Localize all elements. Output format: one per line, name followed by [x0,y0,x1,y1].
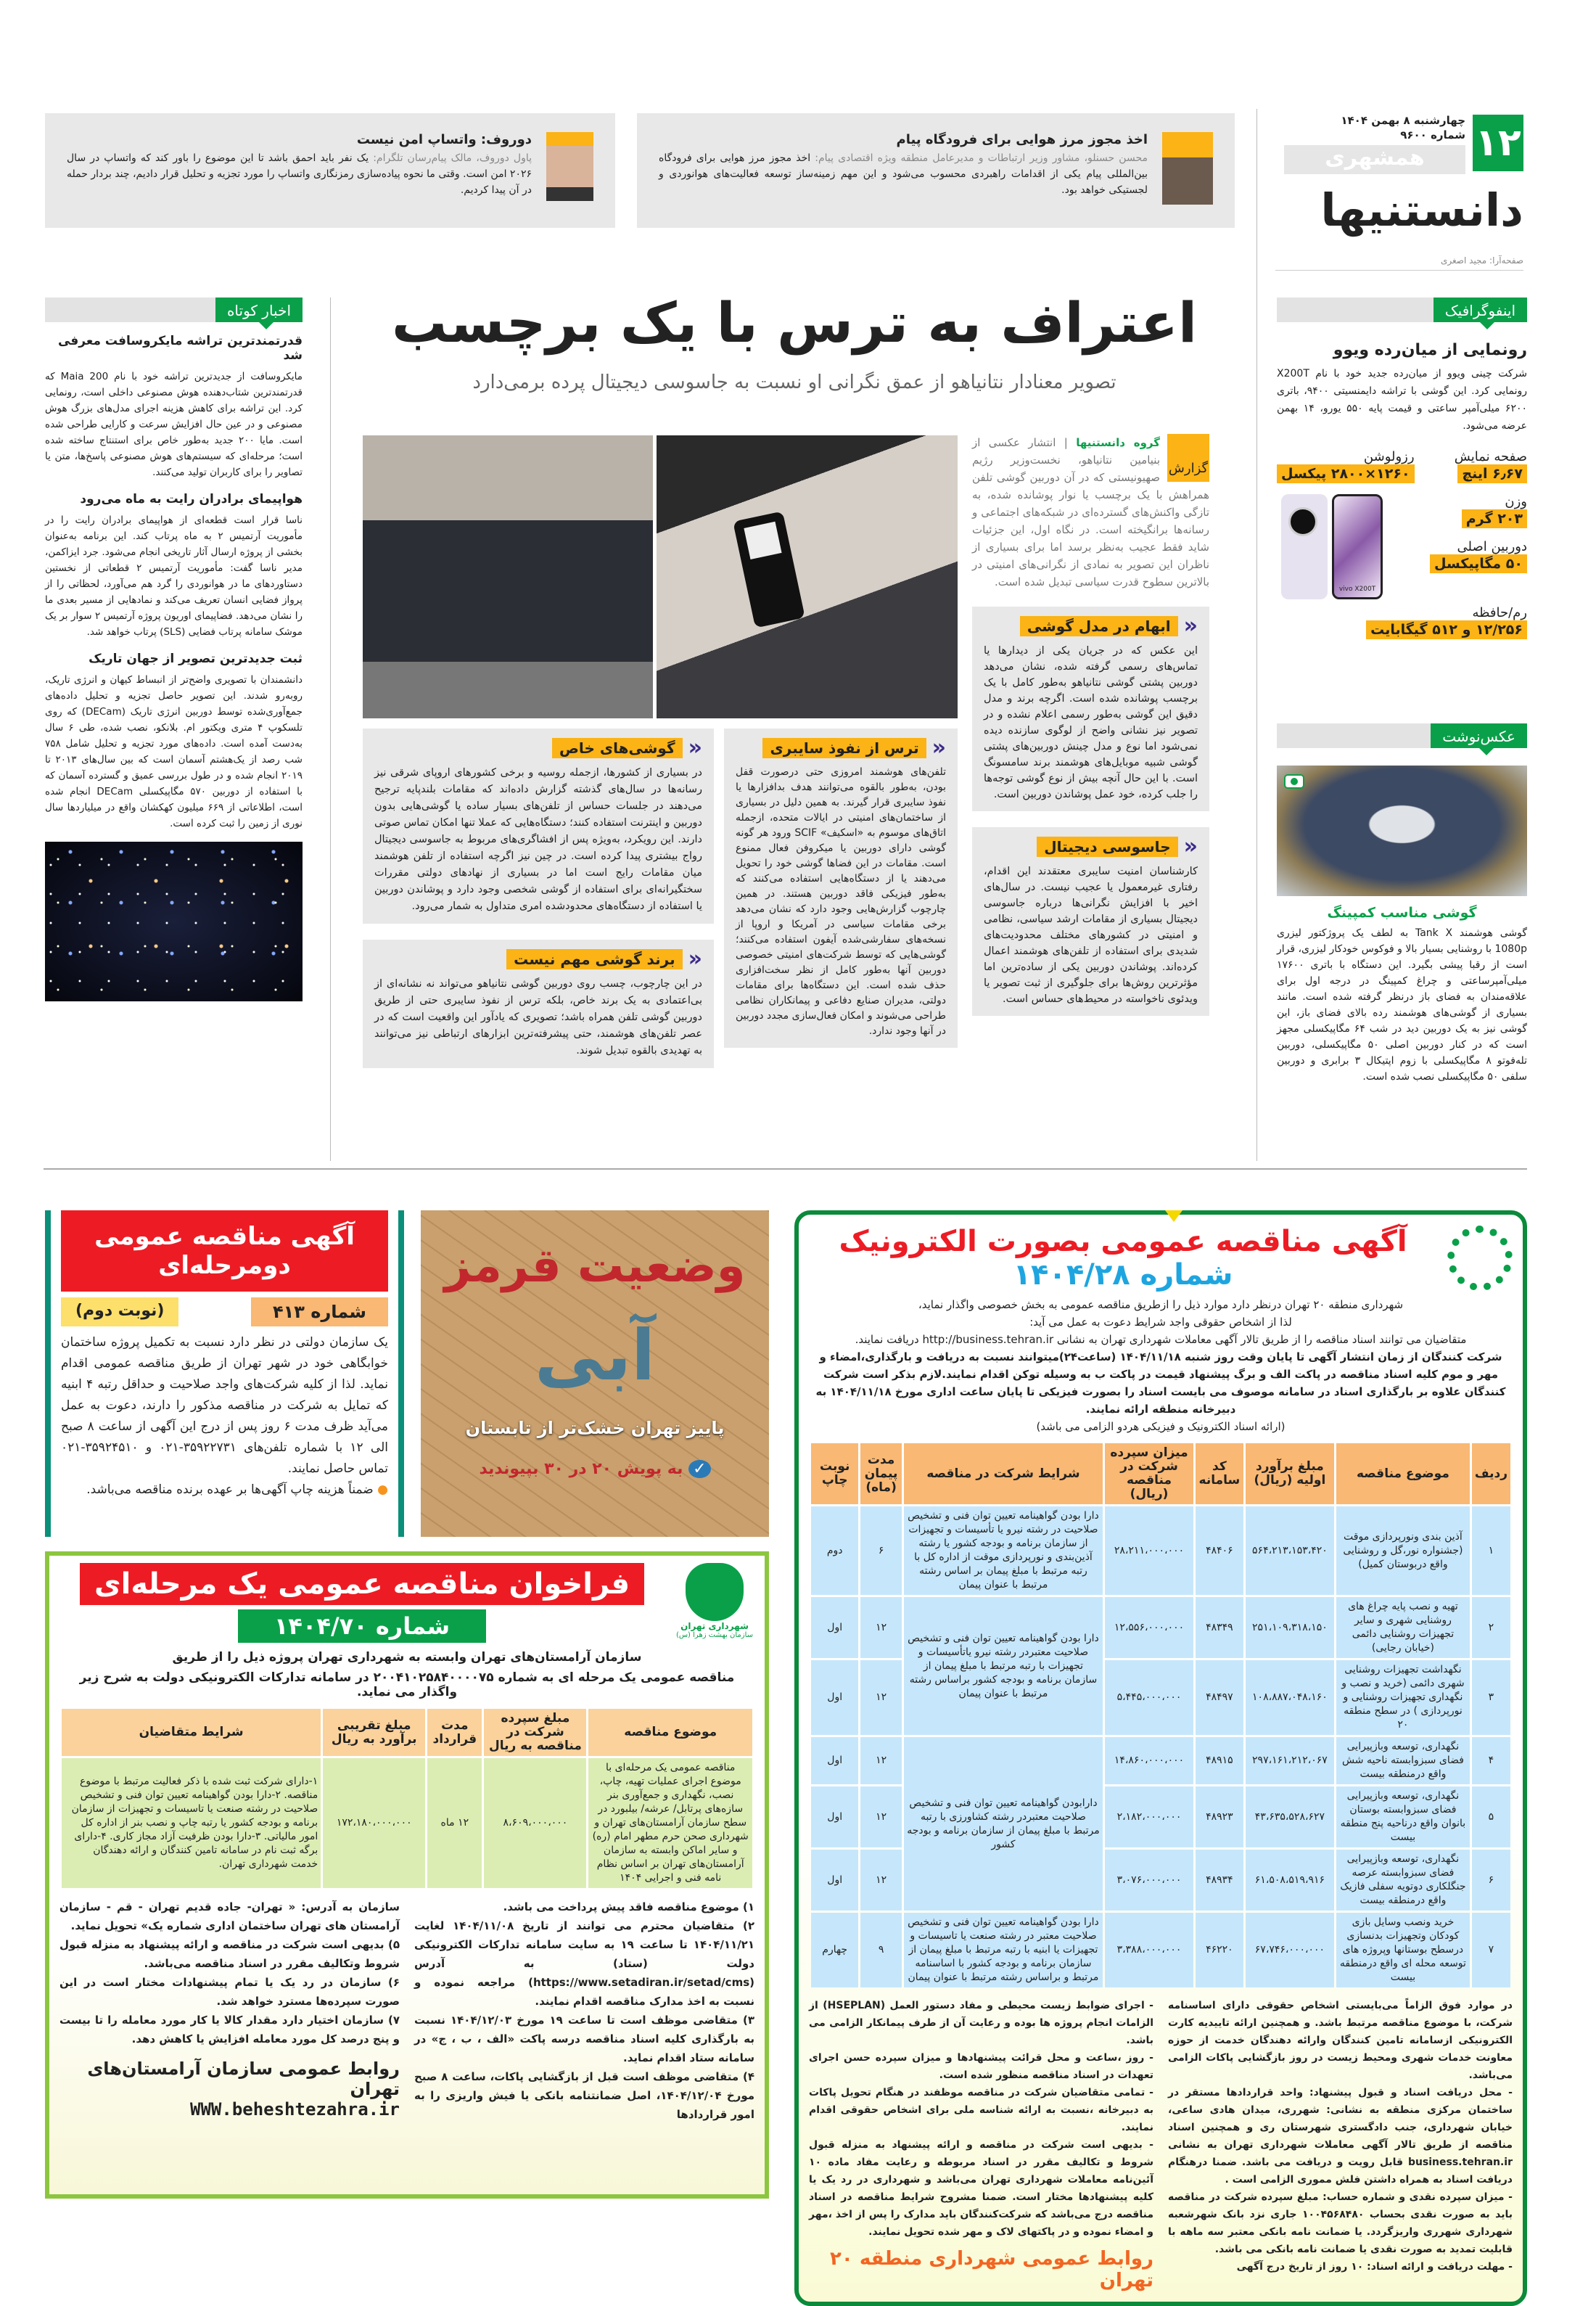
table-cell: ۱۰۸،۸۸۷،۰۴۸،۱۶۰ [1246,1660,1334,1735]
section-body: در بسیاری از کشورها، ازجمله روسیه و برخی کشورهای اروپای شرقی نیز رسانه‌ها در سال‌های گذشته گزارش داده‌اند که مقامات بلندپایه ترجیح می‌دهند در جلسات حساس از تلفن‌های بسیار ساده یا گوشی‌هایی بدون دوربین و اینترنت استفاده کنند؛ دستگاه‌هایی که عملا تنها امکان تماس صوتی دارند. این رویکرد، به‌ویژه پس از افشاگری‌های مربوط به جاسوسی دیجیتال رواج بیشتری پیدا کرده است. در چین نیز اگرچه استفاده از تلفن هوشمند میان مقامات رایج است اما در بسیاری از نهادهای دولتی مقررات سختگیرانه‌ای برای استفاده از گوشی شخصی وجود دارد و پوشاندن دوربین یا استفاده از دستگاه‌های محدودشده امری متداول به شمار می‌رود. [374,767,702,912]
ad-note: - میزان سپرده نقدی و شماره حساب: مبلغ سپرده شرکت در مناقصه باید به صورت نقدی بحساب ۱۰۰۴۵۶۸۴۸۰ جاری نزد بانک شهرشعبه شهرداری شهرری واریزگردد. یا ضمانت نامه بانکی معتبر سه ماهه با قابلیت تمدید به صورت نقدی یا ضمانت نامه بانکی می باشد. [1168,2191,1513,2255]
quote-title: دوروف: واتساپ امن نیست [356,132,532,147]
cell-duration: ۱۲ ماه [427,1758,482,1888]
section-tag: اینفوگرافیک [1433,298,1527,322]
column-header: کد سامانه [1196,1443,1243,1504]
section-title: دانستنیها [1320,184,1523,237]
table-cell: ۵،۴۴۵،۰۰۰،۰۰۰ [1105,1660,1193,1735]
ad-intro: مناقصه عمومی یک مرحله ای به شماره ۲۰۰۴۱۰۲۵۸۴۰۰۰۰۷۵ در سامانه تدارکات الکترونیکی دولت به شرح زیر واگذار می نماید. [79,1670,735,1699]
table-cell: ۱۲ [860,1737,901,1784]
ad-note: - تمامی متقاضیان شرکت در مناقصه موظفند در هنگام تحویل پاکات به دبیرخانه ،نسبت به ارائه شناسه ملی برای اشخاص حقوقی اقدام نمایند. [809,2087,1153,2133]
news-title: ثبت جدیدترین تصویر از جهان تاریک [89,652,303,666]
column-header: موضوع مناقصه [588,1709,752,1756]
ad-number: شماره ۱۴۰۴/۲۸ [1013,1258,1233,1292]
table-cell: ۹ [860,1913,901,1987]
caption-body: گوشی هوشمند Tank X به لطف یک پروژکتور لیزری 1080p با روشنایی بسیار بالا و فوکوس خودکار لیزری، قرار است از رقبا پیشی بگیرد. این دستگاه با باتری ۱۷۶۰۰ میلی‌آمپرساعتی و چراغ کمپینگ در درجه اول برای علاقه‌مندان به فضای باز درنظر گرفته شده است. مانند بسیاری از گوشی‌های هوشمند رده بالای فضای باز، این گوشی نیز به یک دوربین دید در شب ۶۴ مگاپیکسلی مجهز است که در کنار دوربین اصلی ۵۰ مگاپیکسلی، دوربین تله‌فوتو ۸ مگاپیکسلی با زوم اپتیکال ۳ برابری و دوربین سلفی ۵۰ مگاپیکسلی نصب شده است. [1277,927,1527,1083]
table-cell: نگهداری، توسعه وبازپیرایی فضای سبزوابسته عرصه جنگلکاری دوتویه سفلی فازیک واقع درمنطقه بیست [1336,1850,1470,1911]
portrait-photo [546,132,593,201]
table-cell: ۴۶۲۲۰ [1196,1913,1243,1987]
ad-note: ضمناً هزینه چاپ آگهی‌ها بر عهده برنده مناقصه می‌باشد. [86,1482,374,1497]
column-rule [330,298,331,1161]
date: چهارشنبه ۸ بهمن ۱۴۰۴ [1341,114,1465,127]
table-cell: ۱۲،۵۵۶،۰۰۰،۰۰۰ [1105,1597,1193,1658]
table-cell: ۱۴،۸۶۰،۰۰۰،۰۰۰ [1105,1737,1193,1784]
quote-speaker: پاول دوروف، مالک پیام‌رسان تلگرام: [373,152,532,164]
kicker-badge: گزارش [1167,434,1209,482]
water-campaign-poster [421,1210,769,1537]
ad-round: (نوبت دوم) [61,1297,178,1326]
column-header: میزان سپرده شرکت در مناقصه (ریال) [1105,1443,1193,1504]
caption-title: گوشی مناسب کمپینگ [1327,905,1477,921]
section-spying [972,827,1209,1016]
table-cell: چهارم [811,1913,858,1987]
spec-label: وزن [1505,494,1527,509]
table-cell: ۳،۳۸۸،۰۰۰،۰۰۰ [1105,1913,1193,1987]
table-row [811,1597,1510,1658]
section-heading: ترس از نفوذ سایبری [762,738,926,758]
news-title: قدرتمندترین تراشه مایکروسافت معرفی شد [57,334,303,363]
tender-table [59,1707,754,1890]
table-cell: ۲ [1472,1597,1510,1658]
infographic [1277,298,1527,649]
ad-note: ۴) متقاضی موظف است قبل از بازگشایی پاکات، ساعت ۸ صبح مورخ ۱۴۰۴/۱۲/۰۴، اصل ضمانتنامه بانکی یا فیش واریزی را به امور قراردادها [414,2070,755,2121]
table-cell: ۴۸۴۰۶ [1196,1506,1243,1595]
table-cell: ۴۸۹۱۵ [1196,1737,1243,1784]
table-cell: ۴۸۴۹۷ [1196,1660,1243,1735]
chevron-icon: « [688,735,702,760]
section-brand [363,940,714,1068]
paper-logo: همشهری [1284,145,1465,174]
table-row [811,1913,1510,1987]
ad-title: فراخوان مناقصه عمومی یک مرحله‌ای [80,1563,644,1605]
tehran-municipality-logo [1447,1226,1513,1291]
phone-label: vivo X200T [1338,586,1376,593]
subtitle: تصویر معنادار نتانیاهو از عمق نگرانی او نسبت به جاسوسی دیجیتال پرده برمی‌دارد [472,372,1116,393]
spec-value: ۱۲/۲۵۶ و ۵۱۲ گیگابایت [1366,620,1527,639]
quote-box-payam [637,113,1235,228]
spec-label: رزولوشن [1363,449,1415,464]
table-cell: تهیه و نصب پایه چراغ های روشنایی شهری و سایر تجهیزات روشنایی دائمی (خیابان رجایی) [1336,1597,1470,1658]
spec-label: صفحه نمایش [1454,449,1527,464]
table-cell: دارا بودن گواهینامه تعیین توان فنی و تشخیص صلاحیت معتبر در رشته صنعت یا تاسیسات و تجهیزات یا ابنیه با رتبه مرتبط با مبلغ پیمان از سازمان برنامه و بودجه کشور با اساسنامه مرتبط و براساس رشته مرتبط با عنوان پیمان [904,1913,1103,1987]
section-body: کارشناسان امنیت سایبری معتقدند این اقدام، رفتاری غیرمعمول یا عجیب نیست. در سال‌های اخیر با افزایش نگرانی‌ها درباره جاسوسی دیجیتال بسیاری از مقامات ارشد سیاسی، نظامی و امنیتی در کشورهای مختلف محدودیت‌های شدیدی برای استفاده از تلفن‌های هوشمند اعمال کرده‌اند. پوشاندن دوربین یکی از ساده‌ترین اما مؤثرترین روش‌ها برای جلوگیری از ثبت تصویر یا ویدئوی ناخواسته در محیط‌های حساس است. [984,866,1198,1005]
poster-cta: به پویش ۲۰ در ۳۰ بپیوندید [479,1460,683,1478]
infographic-body: شرکت چینی ویوو از میان‌رده جدید خود با نام X200T رونمایی کرد. این گوشی با تراشه دایمنسیتی ۹۴۰۰، باتری ۶۲۰۰ میلی‌آمپر ساعتی و قیمت پایه ۵۵۰ یورو، ۱۴ بهمن عرضه می‌شود. [1277,368,1527,432]
cell-estimate: ۱۷۲،۱۸۰،۰۰۰،۰۰۰ [323,1758,425,1888]
news-body: دانشمندان با تصویری واضح‌تر از انبساط کیهان و انرژی تاریک، روبه‌رو شدند. این تصویر حاصل تجزیه و تحلیل داده‌های جمع‌آوری‌شده توسط دوربین انرژی تاریک (DECam) که روی تلسکوپ ۴ متری ویکتور ام. بلانکو، نصب شده، طی ۶ سال به‌دست آمده است. داده‌های مورد تجزیه و تحلیل شامل ۷۵۸ شب رصد از یک‌هشتم آسمان است که بین سال‌های ۲۰۱۳ تا ۲۰۱۹ انجام شده و در طول بررسی عمیق و گسترده آسمان که با استفاده از دوربین ۵۷۰ مگاپیکسلی DECam انجام شده است، اطلاعاتی از ۶۶۹ میلیون کهکشان واقع در میلیاردها سال نوری از زمین را ثبت کرده است. [45,674,303,829]
table-cell: دارا بودن گواهینامه تعیین توان فنی و تشخیص صلاحیت در رشته نیرو یا تأسیسات و تجهیزات از سازمان برنامه و بودجه کشور یا رشته آذین‌بندی و نورپردازی موقت از اداره کل با رتبه مرتبط با مبلغ پیمان بر اساس رشته مرتبط با عنوان پیمان [904,1506,1103,1595]
ad-footer: روابط عمومی شهرداری منطقه ۲۰ تهران [830,2248,1153,2291]
ad-footer: روابط عمومی سازمان آرامستان‌های تهران [87,2059,400,2099]
short-news [45,298,303,1001]
byline: گروه دانستنیها [1076,436,1160,449]
table-cell: اول [811,1660,858,1735]
ad-note: ۱) موضوع مناقصه فاقد پیش پرداخت می باشد. [503,1900,754,1913]
section-heading: جاسوسی دیجیتال [1037,837,1177,857]
column-header: شرایط متقاضیان [62,1709,321,1756]
chevron-icon: « [1183,834,1198,859]
ad-number: شماره ۴۱۳ [251,1297,388,1326]
column-header: مبلغ سپرده شرکت در مناقصه به ریال [484,1709,586,1756]
logo-sub: سازمان بهشت زهرا (س) [675,1631,754,1639]
table-cell: دوم [811,1506,858,1595]
table-row [811,1506,1510,1595]
table-cell: ۱۲ [860,1660,901,1735]
section-body: در این چارچوب، چسب روی دوربین گوشی نتانیاهو می‌تواند نه نشانه‌ای از بی‌اعتمادی به یک برند خاص، بلکه ترس از نفوذ سایبری حتی از طریق دوربین گوشی تلفن همراه باشد؛ تصویری که یادآور این واقعیت است که در عصر تلفن‌های هوشمند، حتی پیشرفته‌ترین ابزارهای ارتباطی نیز می‌توانند به تهدیدی بالقوه تبدیل شوند. [374,978,702,1056]
ad-one-stage-tender [45,1551,769,2199]
section-tag: عکس‌نوشت [1431,723,1527,748]
chevron-icon: « [1183,613,1198,639]
ad-intro: متقاضیان می توانند اسناد مناقصه را از طریق تالار آگهی معاملات شهرداری تهران به نشانی http://business.tehran.ir دریافت نمایند. [855,1333,1467,1346]
ad-intro: سازمان آرامستان‌های تهران وابسته به شهرداری تهران پروژه ذیل را از طریق [172,1650,642,1665]
table-cell: اول [811,1786,858,1847]
article-intro: گزارش گروه دانستنیها | انتشار عکسی از بنیامین نتانیاهو، نخست‌وزیر رژیم صهیونیستی که در آن دوربین گوشی تلفن همراهش با یک برچسب یا نوار پوشانده شده، به تازگی واکنش‌های گسترده‌ای در شبکه‌های اجتماعی و رسانه‌ها برانگیخته است. در نگاه اول، این جزئیات شاید فقط عجیب به‌نظر برسد اما برای بسیاری از ناظران این تصویر به نمادی از نگرانی‌های امنیتی در بالاترین سطوح قدرت سیاسی تبدیل شده است. [972,434,1209,591]
ad-electronic-tender [794,1210,1527,2306]
spec-value: ۱۲۶۰×۲۸۰۰ پیکسل [1277,464,1415,483]
check-icon: ✓ [688,1460,710,1478]
table-cell: ۱۲ [860,1597,901,1658]
horizontal-rule [44,1168,1527,1170]
column-header: نوبت چاپ [811,1443,858,1504]
triangle-marker [1165,1210,1182,1231]
table-cell: ۴۸۳۴۹ [1196,1597,1243,1658]
quote-title: اخذ مجوز مرز هوایی برای فرودگاه پیام [896,132,1148,147]
table-cell: ۴۸۹۲۳ [1196,1786,1243,1847]
ad-body: یک سازمان دولتی در نظر دارد نسبت به تکمیل پروژه ساختمان خوابگاهی خود در شهر تهران از طریق مناقصه عمومی اقدام نماید. لذا از کلیه شرکت‌های واجد صلاحیت و حداقل رتبه ۴ ابنیه که تمایل به شرکت در مناقصه مذکور را دارند، دعوت به عمل می‌آید ظرف مدت ۶ روز پس از درج این آگهی از ساعت ۸ صبح الی ۱۲ با شماره تلفن‌های ۳۵۹۲۲۷۳۱-۰۲۱ و ۳۵۹۲۴۵۱۰-۰۲۱ تماس حاصل نمایند. [61,1335,389,1476]
cell-deposit: ۸،۶۰۹،۰۰۰،۰۰۰ [484,1758,586,1888]
quote-text: یک نفر باید احمق باشد تا این موضوع را باور کند که واتساپ در سال ۲۰۲۶ امن است. وقتی ما نحوه پیاده‌سازی رمزنگاری واتساپ را مورد تجزیه و تحلیل قرار دادیم، چند بردار حمله در آن پیدا کردیم. [67,152,532,196]
news-title: هواپیمای برادران رایت به ماه می‌رود [80,492,303,506]
issue-date [1284,113,1465,142]
tehran-municipality-logo [675,1563,754,1639]
ad-number: شماره ۱۴۰۴/۷۰ [238,1609,486,1643]
section-body: این عکس که در جریان یکی از دیدارها یا تماس‌های رسمی گرفته شده، نشان می‌دهد دوربین پشتی گوشی نتانیاهو به‌طور کامل با یک برچسب پوشانده شده است. اگرچه برند و مدل دقیق این گوشی به‌طور رسمی اعلام نشده و در تصویر نیز نشانی واضح از لوگوی سازنده دیده نمی‌شود اما نوع و مدل چینش دوربین‌های پشتی گوشی شبیه موبایل‌های هوشمند برند سامسونگ است. با این حال آنچه بیش از نوع گوشی توجه‌ها را جلب کرده، خود عمل پوشاندن دوربین است. [984,645,1198,800]
section-cyber [724,729,958,1048]
table-cell: ۶ [860,1506,901,1595]
header-row [811,1443,1510,1504]
divider [1275,270,1523,271]
table-cell: ۱ [1472,1506,1510,1595]
credit: صفحه‌آرا: مجید اصغری [1441,255,1523,266]
table-cell: ۴۸۹۳۴ [1196,1850,1243,1911]
ad-intro: شهرداری منطقه ۲۰ تهران درنظر دارد موارد ذیل را ازطریق مناقصه عمومی به بخش خصوصی واگذار نماید، [918,1298,1404,1311]
ad-note: - مهلت دریافت و ارائه اسناد: ۱۰ روز از تاریخ درج آگهی [1236,2261,1513,2273]
ad-note: ۷) سازمان اختیار دارد مقدار کالا یا کار مورد معامله را تا بیست و پنج درصد کل مورد معامله افزایش یا کاهش دهد. [59,2014,400,2046]
poster-title-red: وضعیت قرمز [444,1239,746,1293]
spec-label: رم/حافظه [1472,605,1527,620]
ad-note: - بدیهی است شرکت در مناقصه و ارائه پیشنهاد به منزله قبول شروط و تکالیف مقرر در اسناد مربوطه و رعایت مفاد ماده ۱۰ آئین‌نامه معاملات شهرداری تهران می‌باشد و شهرداری در رد یک یا کلیه پیشنهادها مختار است. ضمنا مشروح شرایط مناقصه در اسناد مناقصه درج می‌باشد که شرکت‌کنندگان باید مدارک را پس از اخذ ،مهر و امضاء نموده و در پاکتهای لاک و مهر شده تحویل نمایند. [809,2139,1153,2238]
ad-note: - اجرای ضوابط زیست محیطی و مفاد دستور العمل (HSEPLAN) از الزامات انجام پروژه ها بوده و رعایت آن از طرف پیمانکار الزامی می باشد. [809,2000,1153,2046]
section-heading: ابهام در مدل گوشی [1020,616,1178,636]
table-cell: ۲۸،۲۱۱،۰۰۰،۰۰۰ [1105,1506,1193,1595]
section-body: تلفن‌های هوشمند امروزی حتی درصورت قفل بودن، به‌طور بالقوه می‌توانند هدف بدافزارها یا نفوذ سایبری قرار گیرند. به همین دلیل در بسیاری از ساختمان‌های امنیتی در ایالات متحده، ازجمله اتاق‌های موسوم به «اسکیف» SCIF ورود هر گونه گوشی دارای دوربین یا میکروفن فعال ممنوع است. مقامات در این فضاها گوشی خود را تحویل می‌دهند یا از دستگاه‌هایی استفاده می‌کنند که به‌طور فیزیکی فاقد دوربین هستند. در همین چارچوب گزارش‌هایی وجود دارد که نشان می‌دهد برخی مقامات سیاسی در آمریکا و اروپا از نسخه‌های سفارشی‌شده آیفون استفاده می‌کنند؛ گوشی‌هایی که توسط شرکت‌های امنیتی خصوصی دوربین آنها به‌طور کامل از نظر سخت‌افزاری حذف شده است. این دستگاه‌ها برای مقامات دولتی، مدیران صنایع دفاعی و پیمانکاران نظامی طراحی می‌شوند و امکان فعال‌سازی مجدد دوربین در آنها وجود ندارد. [736,766,946,1037]
column-header: مدت پیمان (ماه) [860,1443,901,1504]
intro-text: انتشار عکسی از بنیامین نتانیاهو، نخست‌وزیر رژیم صهیونیستی که در آن دوربین گوشی تلفن همراهش با یک برچسب یا نوار پوشانده شده، به تازگی واکنش‌های گسترده‌ای در شبکه‌های اجتماعی و رسانه‌ها برانگیخته است. در نگاه اول، این جزئیات شاید فقط عجیب به‌نظر برسد اما برای بسیاری از ناظران این تصویر به نمادی از نگرانی‌های امنیتی در بالاترین سطوح قدرت سیاسی تبدیل شده است. [972,436,1209,588]
table-cell: ۶۷،۷۴۶،۰۰۰،۰۰۰ [1246,1913,1334,1987]
table-cell: اول [811,1850,858,1911]
ad-two-stage-tender: آگهی مناقصه عمومی دومرحله‌ای شماره ۴۱۳ (نوبت دوم) یک سازمان دولتی در نظر دارد نسبت به تکمیل پروژه ساختمان خوابگاهی خود در شهر تهران از طریق مناقصه عمومی اقدام نماید. لذا از کلیه شرکت‌های واجد صلاحیت و حداقل رتبه ۴ ابنیه که تمایل به شرکت در مناقصه مذکور را دارند، دعوت به عمل می‌آید ظرف مدت ۶ روز پس از درج این آگهی از ساعت ۸ صبح الی ۱۲ با شماره تلفن‌های ۳۵۹۲۲۷۳۱-۰۲۱ و ۳۵۹۲۴۵۱۰-۰۲۱ تماس حاصل نمایند. ● ضمناً هزینه چاپ آگهی‌ها بر عهده برنده مناقصه می‌باشد. [45,1210,404,1537]
table-cell: ۲۹۷،۱۶۱،۲۱۲،۰۶۷ [1246,1737,1334,1784]
netanyahu-photo [657,435,958,718]
table-cell: اول [811,1737,858,1784]
table-cell: ۴ [1472,1737,1510,1784]
camera-icon [1284,774,1304,789]
ad-intro: (ارائه اسناد الکترونیک و فیزیکی هردو الزامی می باشد) [1036,1420,1286,1433]
column-header: مبلغ برآورد اولیه (ریال) [1246,1443,1334,1504]
column-header: ردیف [1472,1443,1510,1504]
section-special-phones [363,729,714,924]
section-model [972,607,1209,811]
infographic-title: رونمایی از میان‌رده ویوو [1333,341,1527,359]
tank-x-photo [1277,766,1527,896]
cell-conditions: ۱-دارای شرکت ثبت شده با ذکر فعالیت مرتبط با موضوع مناقصه. ۲-دارا بودن گواهینامه تعیین توان فنی و تشخیص صلاحیت در رشته صنعت یا تاسیسات و تجهیزات از سازمان برنامه و بودجه کشور یا رتبه چاپ و نصب بنر از اداره کل امور مالیاتی. ۳-دارا بودن ظرفیت آزاد مجاز کاری. ۴-دارای برگه ثبت نام در سامانه تامین کنندگان و ارائه دهندگان خدمت شهرداری تهران. [62,1758,321,1888]
news-body: مایکروسافت از جدیدترین تراشه خود با نام Maia 200 که قدرتمندترین شتاب‌دهنده هوش مصنوعی داخلی است، رونمایی کرد. این تراشه برای کاهش هزینه اجرای مدل‌های بزرگ هوش مصنوعی و در عین حال افزایش سرعت و کارایی طراحی شده است. مایا ۲۰۰ جدید به‌طور خاص برای استنتاج ساخته شده است؛ مرحله‌ای که سیستم‌های هوش مصنوعی پاسخ‌ها، متن یا تصاویر را برای کاربران تولید می‌کنند. [45,371,303,478]
ad-note: - محل دریافت اسناد و قبول پیشنهاد: واحد قراردادها مستقر در ساختمان مرکزی منطقه به نشانی: شهرری، میدان هادی ساعی، خیابان شهرداری، جنب دادگستری شهرستان ری و همچنین اسناد مناقصه از طریق تالار آگهی معاملات شهرداری تهران به نشانی business.tehran.ir قابل رویت و دریافت می باشد. ضمنا درهنگام دریافت اسناد به همراه داشتن فلش مموری الزامی است . [1168,2087,1513,2186]
column-rule [1256,109,1257,1161]
ad-note: ۳) متقاضی موظف است تا ساعت ۱۹ مورخ ۱۴۰۴/۱۲/۰۳ نسبت به بارگذاری کلیه اسناد مناقصه درسه پاکت «الف ، ب ، ج» در سامانه ستاد اقدام نماید. [414,2014,754,2064]
website-link[interactable]: WWW.beheshtezahra.ir [190,2099,400,2120]
table-cell: ۲،۱۸۲،۰۰۰،۰۰۰ [1105,1786,1193,1847]
quote-box-durov [45,113,615,228]
spec-value: ۶٫۶۷ اینچ [1457,464,1527,483]
table-cell: ۲۵۱،۱۰۹،۳۱۸،۱۵۰ [1246,1597,1334,1658]
table-cell: ۱۲ [860,1786,901,1847]
ad-note: سازمان به آدرس: « تهران- جاده قدیم تهران - قم - سازمان آرامستان های تهران ساختمان اداری شماره یک» تحویل نماید. [59,1900,400,1932]
table-cell: ۶ [1472,1850,1510,1911]
table-cell: ۳ [1472,1660,1510,1735]
poster-title-blue: آبی [534,1315,656,1396]
quote-speaker: محسن حسنلو، مشاور وزیر ارتباطات و مدیرعامل منطقه ویژه اقتصادی پیام: [815,152,1148,164]
table-row [811,1737,1510,1784]
table-cell: خرید ونصب وسایل بازی کودکان وتجهیزات بدنسازی درسطح بوستانها وپروژه های توسعه محله ای واقع درمنطقه بیست [1336,1913,1470,1987]
section-tag: اخبار کوتاه [215,298,303,322]
table-cell: اول [811,1597,858,1658]
headline: اعتراف به ترس با یک برچسب [391,290,1197,355]
cell-subject: مناقصه عمومی یک مرحله‌ای با موضوع اجرای عملیات تهیه، چاپ، نصب، نگهداری و جمع‌آوری بنر سازه‌های پرتابل/ عرشه/ بیلبورد در سطح سازمان آرامستان‌های تهران و شهرداری صحن حرم مطهر امام (ره) و سایر اماکن وابسته به سازمان آرامستان‌های تهران بر اساس نظام نامه فنی و اجرایی ۱۴۰۴ [588,1758,752,1888]
ad-intro: لذا از اشخاص حقوقی واجد شرایط دعوت به عمل می آید: [1029,1316,1292,1329]
chevron-icon: « [931,735,946,760]
ad-title: آگهی مناقصه عمومی دومرحله‌ای [61,1210,388,1292]
table-cell: ۱۲ [860,1850,901,1911]
phone-with-sticker [733,511,805,628]
car-photo [363,435,653,718]
table-cell: نگهداری، توسعه وبازپیرایی فضای سبزوابسته بوستان بانوان واقع درناحیه پنج منطقه بیست [1336,1786,1470,1847]
ad-note: - روز ،ساعت و محل قرائت پیشنهادها و میزان سپرده حسن اجرای تعهدات در اسناد مناقصه منظور شده است. [809,2052,1153,2081]
ad-title: آگهی مناقصه عمومی بصورت الکترونیک [839,1225,1407,1258]
ad-note: ۲) متقاضیان محترم می توانند از تاریخ ۱۴۰۴/۱۱/۰۸ لغایت ۱۴۰۴/۱۱/۲۱ تا ساعت ۱۹ به سایت سامانه تدارکات الکترونیکی دولت (ستاد) به آدرس (https://www.setadiran.ir/setad/cms) مراجعه نموده و نسبت به اخذ مدارک مناقصه اقدام نمایند. [414,1919,754,2008]
photo-caption-block [1277,723,1527,1085]
table-cell: ۷ [1472,1913,1510,1987]
portrait-photo [1162,132,1213,205]
news-body: ناسا قرار است قطعه‌ای از هواپیمای برادران رایت را در مأموریت آرتمیس ۲ به ماه پرتاب کند. این برنامه به‌عنوان بخشی از پروژه ارسال آثار تاریخی انجام می‌شود. جرد ایزاکمن، مدیر ناسا گفت: مأموریت آرتمیس ۲ قطعاتی از نخستین دستاوردهای ما در هوانوردی را گرد هم می‌آورد، لحظاتی را از پرواز فضایی انسان تعریف می‌کند و نمادهایی از مسیر بعدی ما را نشان می‌دهد. فضاپیمای اوریون پروژه آرتمیس ۲ سوار بر یک موشک سامانه پرتاب فضایی (SLS) پرتاب خواهد شد. [45,514,303,638]
table-cell: دارا بودن گواهینامه تعیین توان فنی و تشخیص صلاحیت معتبردر رشته نیرو یاتأسیسات و تجهیزات با رتبه مرتبط با مبلغ پیمان از سازمان برنامه و بودجه کشور براساس رشته مرتبط با عنوان پیمان [904,1597,1103,1735]
logo-text: شهرداری تهران [680,1621,749,1631]
table-cell: ۵ [1472,1786,1510,1847]
phone-image [1281,494,1383,599]
left-article-column [363,729,714,1068]
column-header: شرایط شرکت در مناقصه [904,1443,1103,1504]
right-article-column [972,434,1209,1016]
issue-number: شماره ۹۶۰۰ [1400,128,1465,141]
table-cell: آذین بندی ونورپردازی موقت (جشنواره نور،گل و روشنایی واقع دربوستان کمیل) [1336,1506,1470,1595]
ad-note: ۶) سازمان در رد یک یا تمام پیشنهادات مختار است در این صورت سپرده‌ها مسترد خواهد شد. [59,1976,400,2008]
column-header: مدت قرارداد [427,1709,482,1756]
spec-value: ۵۰ مگاپیکسل [1430,554,1527,573]
section-heading: گوشی‌های خاص [552,738,683,758]
table-row [62,1758,752,1888]
page-number: ۱۲ [1473,115,1523,171]
poster-line: پاییز تهران خشک‌تر از تابستان [465,1418,725,1438]
column-header: مبلغ تقریبی برآورد به ریال [323,1709,425,1756]
spec-value: ۲۰۳ گرم [1462,509,1527,528]
quote-text: اخذ مجوز مرز هوایی برای فرودگاه بین‌المللی پیام یکی از اقدامات راهبردی محسوب می‌شود و این مهم زمینه‌ساز توسعه فعالیت‌های هوانوردی و لجستیکی خواهد بود. [659,152,1148,196]
table-cell: نگهداشت تجهیزات روشنایی شهری دائمی (خرید و نصب و نگهداری تجهیزات روشنایی و نورپردازی ) در سطح منطقه ۲۰ [1336,1660,1470,1735]
table-cell: ۶۱،۵۰۸،۵۱۹،۹۱۶ [1246,1850,1334,1911]
ad-note: ۵) بدیهی است شرکت در مناقصه و ارائه پیشنهاد به منزله قبول شروط وتکالیف مقرر در اسناد مناقصه می‌باشد. [59,1938,400,1970]
table-cell: نگهداری، توسعه وبازپیرایی فضای سبزوابسته ناحیه شش واقع درمنطقه بیست [1336,1737,1470,1784]
galaxy-image [45,842,303,1001]
table-cell: دارابودن گواهینامه تعیین توان فنی و تشخیص صلاحیت معتبردر رشته کشاورزی با رتبه مرتبط با مبلغ پیمان از سازمان برنامه و بودجه کشور [904,1737,1103,1911]
ad-note: در موارد فوق الزاماً می‌بایستی اشخاص حقوقی دارای اساسنامه شرکت، با موضوع مناقصه مرتبط باشد. و همچنین ارائه تاییدیه کارت الکترونیکی ازسامانه تامین کنندگان وارائه دهندگان خدمت از حوزه معاونت خدمات شهری ومحیط زیست در روز بازگشایی پاکات الزامی می‌باشد. [1168,2000,1513,2081]
section-heading: برند گوشی مهم نیست [506,949,682,969]
table-cell: ۵۶۴،۲۱۳،۱۵۳،۴۲۰ [1246,1506,1334,1595]
table-cell: ۴۳،۶۳۵،۵۲۸،۶۲۷ [1246,1786,1334,1847]
tender-table [809,1441,1513,1990]
spec-label: دوربین اصلی [1457,539,1527,554]
ad-intro: شرکت کنندگان از زمان انتشار آگهی تا پایان وقت روز شنبه ۱۴۰۴/۱۱/۱۸ (ساعت۲۴)میتوانند نسبت به دریافت و بارگذاری،امضاء و مهر و موم کلیه اسناد مناقصه در پاکت الف و برگ پیشنهاد قیمت در پاکت ب به وسیله توکن اقدام نمایند.لازم بذکر است شرکت کنندگان علاوه بر بارگذاری اسناد در سامانه موصوف می بایست اسناد را بصورت فیزیکی تا پایان ساعت اداری مورخ ۱۴۰۴/۱۱/۱۸ به دبیرخانه منطقه ارائه نمایند. [815,1350,1506,1416]
table-cell: ۳،۰۷۶،۰۰۰،۰۰۰ [1105,1850,1193,1911]
chevron-icon: « [688,946,702,972]
column-header: موضوع مناقصه [1336,1443,1470,1504]
